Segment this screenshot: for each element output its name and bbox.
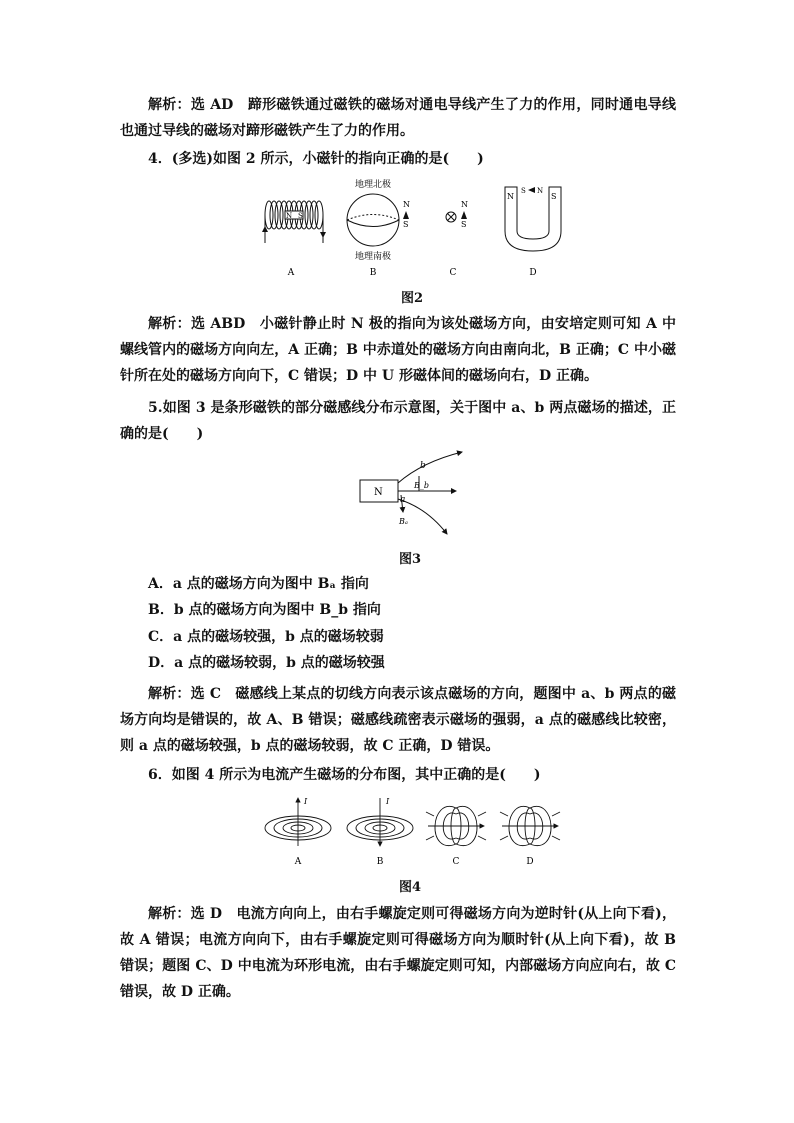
needle-d-n: N — [537, 187, 544, 195]
figure-2-a-solenoid — [265, 201, 323, 243]
needle-d-s: S — [521, 187, 526, 195]
point-b-label: b — [420, 461, 426, 471]
answer-q5 — [120, 681, 676, 759]
figure-4-caption: 图4 — [398, 880, 422, 895]
figure-4-d — [500, 806, 560, 845]
sublabel-c: C — [449, 268, 457, 278]
needle-b-icon — [403, 211, 409, 219]
sublabel-c: C — [452, 857, 460, 867]
vector-b-label: B_b — [414, 481, 429, 490]
needle-a-n: N — [286, 212, 293, 220]
figure-4-b — [347, 798, 413, 846]
question-6-stem: 6．如图 4 所示为电流产生磁场的分布图，其中正确的是( ) — [148, 767, 541, 783]
answer-label: 解析： — [148, 906, 191, 922]
needle-c-s: S — [461, 220, 467, 229]
sublabel-b: B — [369, 268, 377, 278]
figure-3-caption: 图3 — [398, 552, 422, 567]
answer-text: 选 D 电流方向向上，由右手螺旋定则可得磁场方向为逆时针(从上向下看)，故 A 错误；电流方向向下，由右手螺旋定则可得磁场方向为顺时针(从上向下看)，故 B 错误；题图 C、D 中电流为环形电流，由右手螺旋定则可知，内部磁场方向应向右，故 C 错误，故 D 正确。 — [120, 906, 677, 1000]
sublabel-a: A — [287, 268, 295, 278]
figure-4-c — [426, 806, 486, 845]
option-d: D．a 点的磁场较弱，b 点的磁场较强 — [148, 655, 385, 671]
answer-label: 解析： — [148, 97, 191, 113]
needle-b-s: S — [403, 220, 409, 229]
sublabel-b: B — [376, 857, 384, 867]
answer-text: 选 ABD 小磁针静止时 N 极的指向为该处磁场方向，由安培定则可知 A 中螺线管内的磁场方向向左，A 正确；B 中赤道处的磁场方向由南向北，B 正确；C 中小磁针所在处的磁场方向向下，C 错误；D 中 U 形磁体间的磁场向右，D 正确。 — [120, 316, 676, 384]
answer-q6 — [120, 901, 676, 1005]
needle-a-s: S — [298, 212, 303, 220]
figure-2-caption: 图2 — [400, 291, 424, 306]
option-a: A．a 点的磁场方向为图中 Bₐ 指向 — [148, 576, 369, 592]
south-pole-label: 地理南极 — [354, 252, 392, 262]
option-c: C．a 点的磁场较强，b 点的磁场较弱 — [148, 629, 384, 645]
figure-2-b-earth — [347, 194, 399, 246]
u-magnet-n: N — [507, 192, 514, 201]
answer-text: 选 C 磁感线上某点的切线方向表示该点磁场的方向，题图中 a、b 两点的磁场方向均是错误的，故 A、B 错误；磁感线疏密表示磁场的强弱，a 点的磁感线比较密，则 a 点的磁场较强，b 点的磁场较弱，故 C 正确，D 错误。 — [120, 686, 677, 754]
magnet-n-label: N — [374, 487, 383, 498]
current-label-b: I — [386, 797, 390, 806]
answer-label: 解析： — [148, 316, 191, 332]
needle-d-icon — [528, 187, 535, 193]
sublabel-a: A — [294, 857, 302, 867]
north-pole-label: 地理北极 — [354, 180, 392, 190]
figure-4 — [258, 790, 578, 868]
figure-3 — [352, 450, 472, 536]
option-b: B．b 点的磁场方向为图中 B_b 指向 — [148, 602, 381, 618]
question-5-stem: 5.如图 3 是条形磁铁的部分磁感线分布示意图，关于图中 a、b 两点磁场的描述，正确的是( ) — [120, 400, 676, 442]
vector-a-label: Bₐ — [399, 517, 408, 526]
needle-b-n: N — [403, 200, 410, 209]
figure-2 — [255, 175, 575, 283]
needle-c-n: N — [461, 200, 468, 209]
answer-label: 解析： — [148, 686, 191, 702]
current-label-a: I — [304, 797, 308, 806]
answer-text: 选 AD 蹄形磁铁通过磁铁的磁场对通电导线产生了力的作用，同时通电导线也通过导线的磁场对蹄形磁铁产生了力的作用。 — [120, 97, 676, 139]
answer-q4 — [120, 311, 676, 389]
sublabel-d: D — [529, 268, 537, 278]
point-a-label: a — [400, 495, 406, 505]
figure-2-c-wire — [446, 212, 456, 222]
question-4-stem: 4．(多选)如图 2 所示，小磁针的指向正确的是( ) — [148, 151, 484, 167]
figure-4-a — [265, 798, 331, 846]
u-magnet-s: S — [551, 192, 557, 201]
answer-q3 — [120, 92, 676, 144]
sublabel-d: D — [526, 857, 534, 867]
needle-c-icon — [461, 211, 467, 219]
